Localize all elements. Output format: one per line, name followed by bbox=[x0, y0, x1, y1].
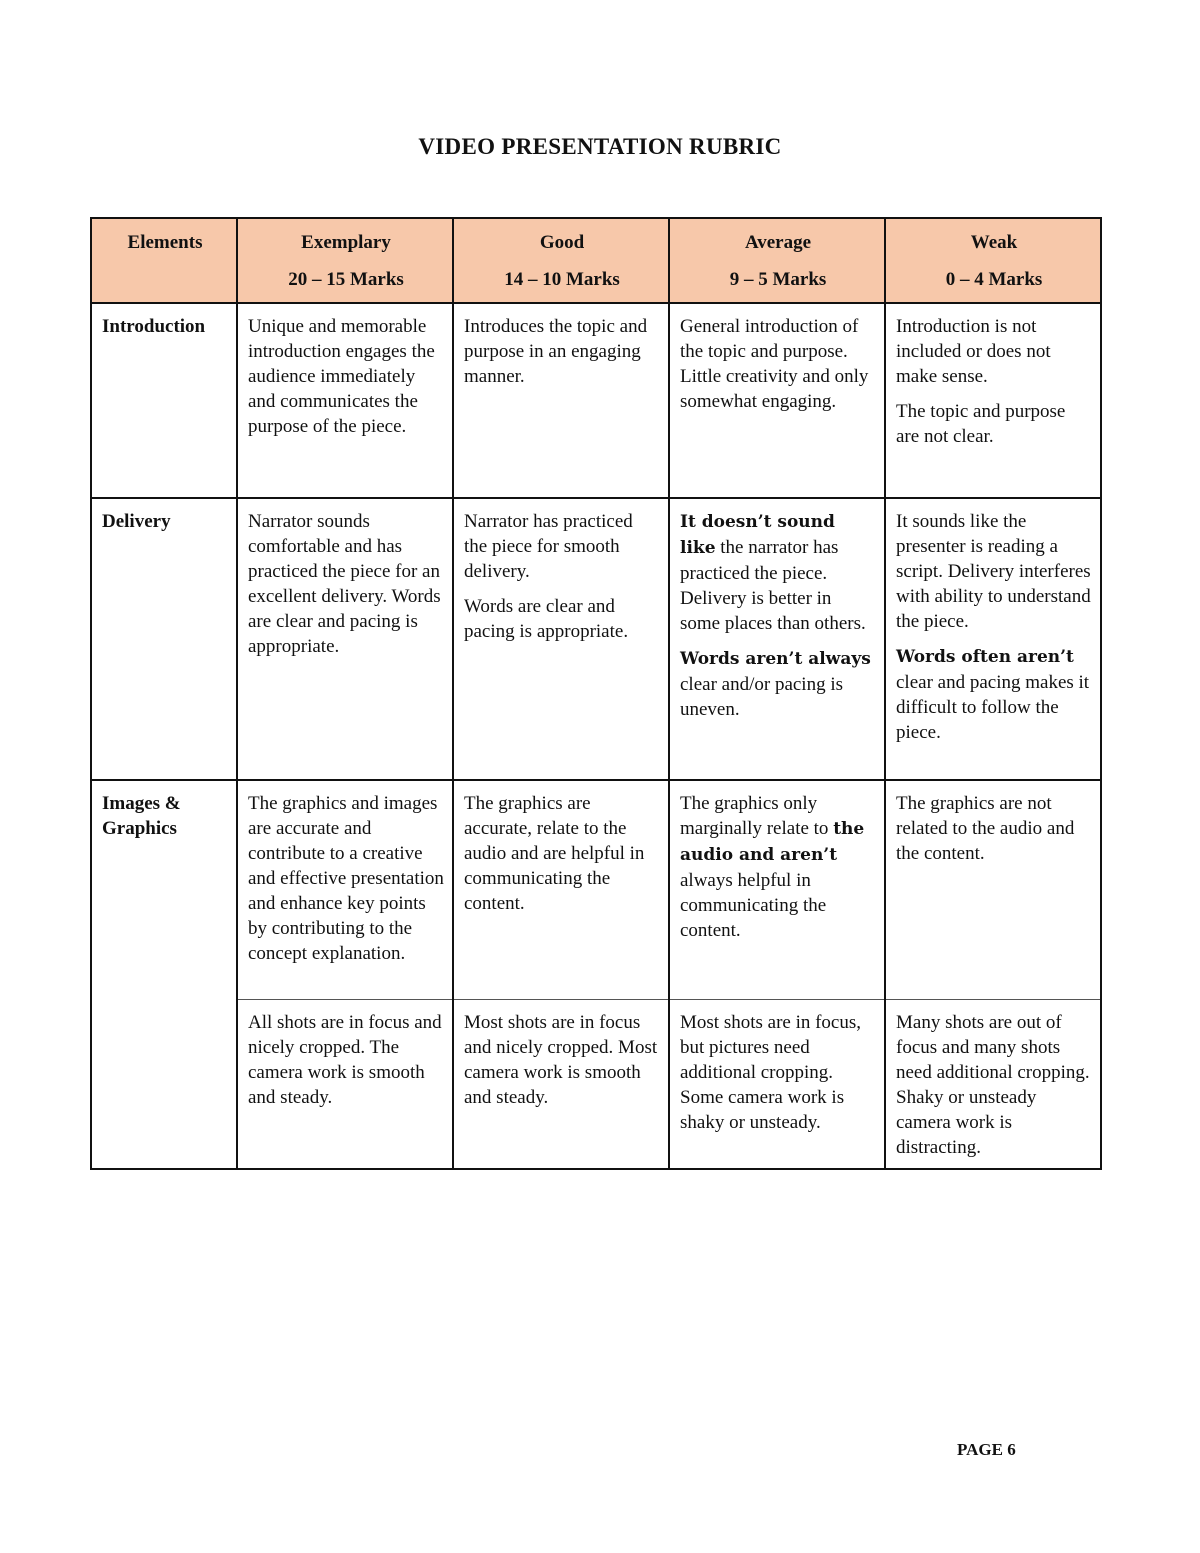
element-label: Images & Graphics bbox=[91, 780, 237, 1169]
level-name: Weak bbox=[970, 232, 1018, 253]
cell-exemplary: The graphics and images are accurate and contribute to a creative and effective presentation and enhance key points by contributing to the concept explanation. bbox=[237, 780, 453, 1000]
cell-good: The graphics are accurate, relate to the audio and are helpful in communicating the content. bbox=[453, 780, 669, 1000]
page-number: PAGE 6 bbox=[957, 1440, 1016, 1459]
cell-good: Introduces the topic and purpose in an engaging manner. bbox=[453, 303, 669, 498]
header-good bbox=[453, 218, 669, 303]
header-row bbox=[91, 218, 1101, 303]
cell-average: General introduction of the topic and purpose. Little creativity and only somewhat engaging. bbox=[669, 303, 885, 498]
cell-exemplary: Unique and memorable introduction engages the audience immediately and communicates the purpose of the piece. bbox=[237, 303, 453, 498]
table-row-introduction bbox=[91, 303, 1101, 498]
cell-good: Most shots are in focus and nicely cropped. Most camera work is smooth and steady. bbox=[453, 1000, 669, 1170]
cell-exemplary: Narrator sounds comfortable and has practiced the piece for an excellent delivery. Words are clear and pacing is appropriate. bbox=[237, 498, 453, 780]
element-label: Delivery bbox=[91, 498, 237, 780]
cell-average: Most shots are in focus, but pictures need additional cropping. Some camera work is shaky or unsteady. bbox=[669, 1000, 885, 1170]
cell-average: It doesn’t sound like the narrator has practiced the piece. Delivery is better in some places than others. Words aren’t always clear and/or pacing is uneven. bbox=[669, 498, 885, 780]
table-row-delivery bbox=[91, 498, 1101, 780]
cell-weak: It sounds like the presenter is reading a script. Delivery interferes with ability to understand the piece. Words often aren’t clear and pacing makes it difficult to follow the piece. bbox=[885, 498, 1101, 780]
level-name: Good bbox=[539, 232, 585, 253]
cell-good: Narrator has practiced the piece for smooth delivery. Words are clear and pacing is appropriate. bbox=[453, 498, 669, 780]
cell-weak: Introduction is not included or does not make sense. The topic and purpose are not clear. bbox=[885, 303, 1101, 498]
header-average bbox=[669, 218, 885, 303]
header-exemplary bbox=[237, 218, 453, 303]
level-marks: 20 – 15 Marks bbox=[288, 269, 404, 290]
cell-weak: Many shots are out of focus and many shots need additional cropping. Shaky or unsteady camera work is distracting. bbox=[885, 1000, 1101, 1170]
cell-exemplary: All shots are in focus and nicely cropped. The camera work is smooth and steady. bbox=[237, 1000, 453, 1170]
level-name: Exemplary bbox=[301, 232, 391, 253]
rubric-table bbox=[90, 217, 1102, 1170]
page-title: VIDEO PRESENTATION RUBRIC bbox=[418, 134, 782, 159]
table-row-images-graphics bbox=[91, 780, 1101, 1000]
header-elements: Elements bbox=[91, 218, 237, 303]
level-name: Average bbox=[744, 232, 812, 253]
header-weak bbox=[885, 218, 1101, 303]
cell-weak: The graphics are not related to the audio and the content. bbox=[885, 780, 1101, 1000]
cell-average: The graphics only marginally relate to the audio and aren’t always helpful in communicating the content. bbox=[669, 780, 885, 1000]
element-label: Introduction bbox=[91, 303, 237, 498]
level-marks: 14 – 10 Marks bbox=[504, 269, 620, 290]
level-marks: 9 – 5 Marks bbox=[729, 269, 827, 290]
level-marks: 0 – 4 Marks bbox=[945, 269, 1043, 290]
table-row-camera-work bbox=[91, 1000, 1101, 1170]
